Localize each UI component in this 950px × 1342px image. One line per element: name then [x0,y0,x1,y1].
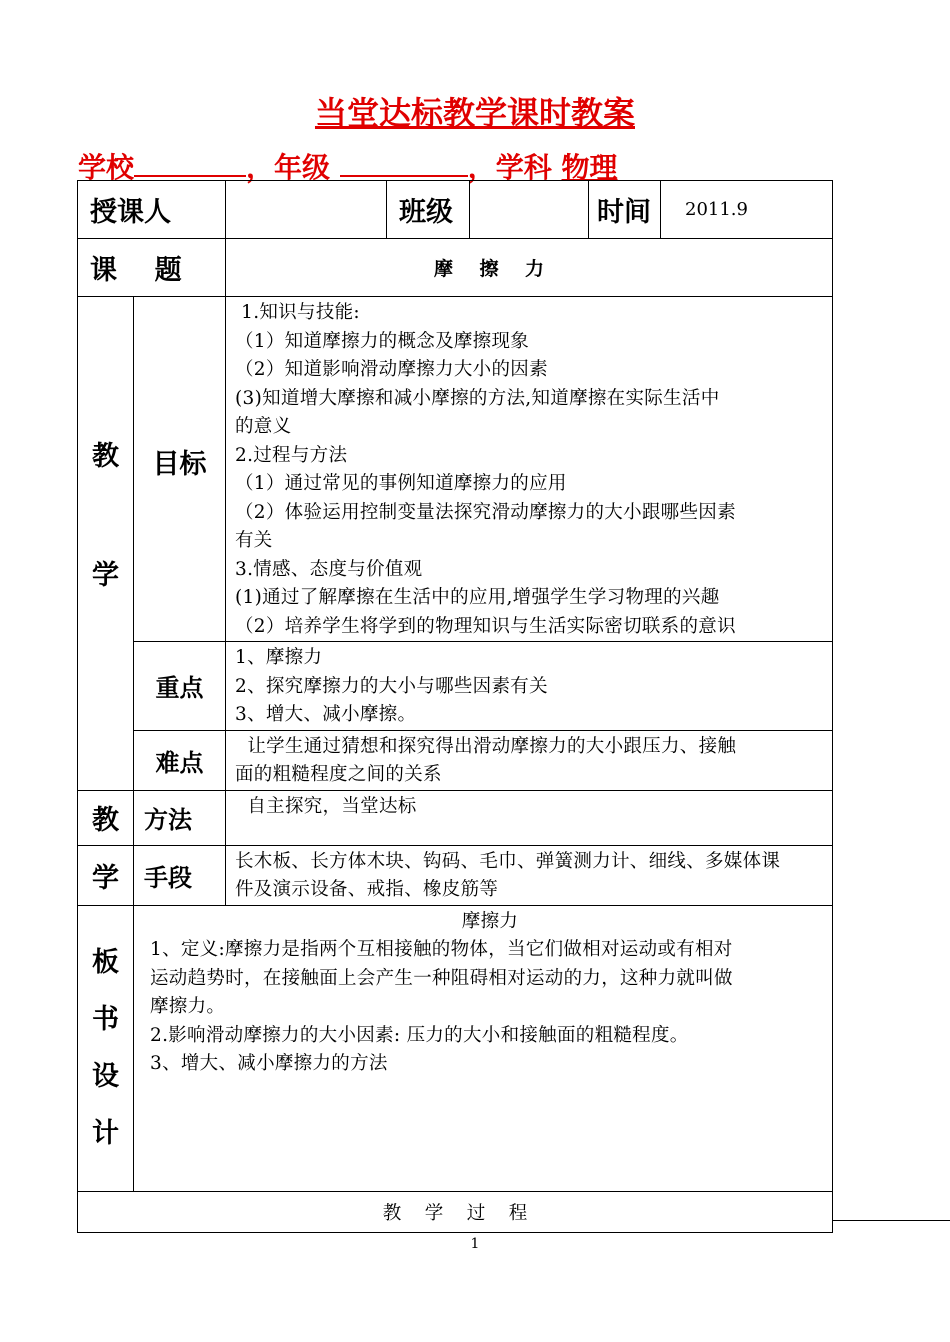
goal-line: 2.过程与方法 [235,444,348,466]
key-point-line: 1、摩擦力 [235,647,323,668]
goal-line: （1）知道摩擦力的概念及摩擦现象 [235,330,530,352]
board-side-char: 书 [92,1004,119,1035]
goal-line: (3)知道增大摩擦和减小摩擦的方法,知道摩擦在实际生活中 [235,387,720,409]
page-number: 1 [470,1236,480,1252]
board-side-char: 板 [92,947,119,978]
goals-content [226,297,833,642]
board-content [134,905,833,1191]
time-value: 2011.9 [661,181,833,239]
difficulty-line: 让学生通过猜想和探究得出滑动摩擦力的大小跟压力、接触 [235,735,737,757]
subject-value: 物理 [561,151,618,184]
goal-line: 1.知识与技能: [235,302,360,323]
page-title: 当堂达标教学课时教案 [314,94,635,132]
key-point-line: 3、增大、减小摩擦。 [235,704,417,725]
goal-line: （2）知道影响滑动摩擦力大小的因素 [235,359,548,380]
teaching-side-char-2: 学 [92,560,119,592]
method-label: 方法 [134,790,226,845]
subject-label: ，学科 [467,151,552,184]
board-line: 1、定义:摩擦力是指两个互相接触的物体，当它们做相对运动或有相对 [150,939,733,960]
key-points-content [226,642,833,731]
difficulty-content [226,730,833,790]
means-line: 长木板、长方体木块、钩码、毛巾、弹簧测力计、细线、多媒体课 [235,850,781,872]
board-side-label [78,905,134,1191]
board-side-char: 设 [92,1061,119,1092]
goal-line: (1)通过了解摩擦在生活中的应用,增强学生学习物理的兴趣 [235,587,720,608]
time-label: 时间 [589,181,661,239]
goals-label: 目标 [134,297,226,642]
difficulty-line: 面的粗糙程度之间的关系 [235,764,442,785]
board-heading: 摩擦力 [461,910,519,932]
teaching-side-char-1: 教 [92,441,119,473]
teacher-label: 授课人 [78,181,226,239]
method-side-char-2: 学 [78,845,134,905]
grade-label: ，年级 [246,151,331,184]
board-line: 摩擦力。 [150,996,226,1017]
board-side-char: 计 [92,1118,119,1149]
means-label: 手段 [134,845,226,905]
goal-line: （2）体验运用控制变量法探究滑动摩擦力的大小跟哪些因素 [235,501,736,523]
board-line: 运动趋势时，在接触面上会产生一种阻碍相对运动的力，这种力就叫做 [150,967,733,989]
goal-line: 3.情感、态度与价值观 [235,558,423,580]
key-point-line: 2、探究摩擦力的大小与哪些因素有关 [235,675,548,697]
board-line: 2.影响滑动摩擦力的大小因素: 压力的大小和接触面的粗糙程度。 [150,1024,689,1046]
goal-line: （2）培养学生将学到的物理知识与生活实际密切联系的意识 [235,615,736,637]
goal-line: 有关 [235,530,273,551]
means-content [226,845,833,905]
class-label: 班级 [387,181,470,239]
goal-line: 的意义 [235,416,292,437]
teacher-value [226,181,387,239]
grade-blank [340,149,468,177]
board-line: 3、增大、减小摩擦力的方法 [150,1053,388,1074]
school-label: 学校 [78,151,135,184]
teaching-side-label [78,297,134,791]
method-side-char-1: 教 [78,790,134,845]
goal-line: （1）通过常见的事例知道摩擦力的应用 [235,473,567,494]
topic-value: 摩 擦 力 [226,239,833,297]
school-blank [134,149,246,177]
divider [832,1220,950,1221]
class-value [470,181,589,239]
lesson-plan-table [77,180,833,1233]
process-label: 教 学 过 程 [78,1191,833,1232]
means-line: 件及演示设备、戒指、橡皮筋等 [235,879,499,900]
difficulty-label: 难点 [134,730,226,790]
header-line [78,146,618,184]
key-points-label: 重点 [134,642,226,731]
method-value: 自主探究，当堂达标 [226,790,833,845]
topic-label: 课 题 [78,239,226,297]
